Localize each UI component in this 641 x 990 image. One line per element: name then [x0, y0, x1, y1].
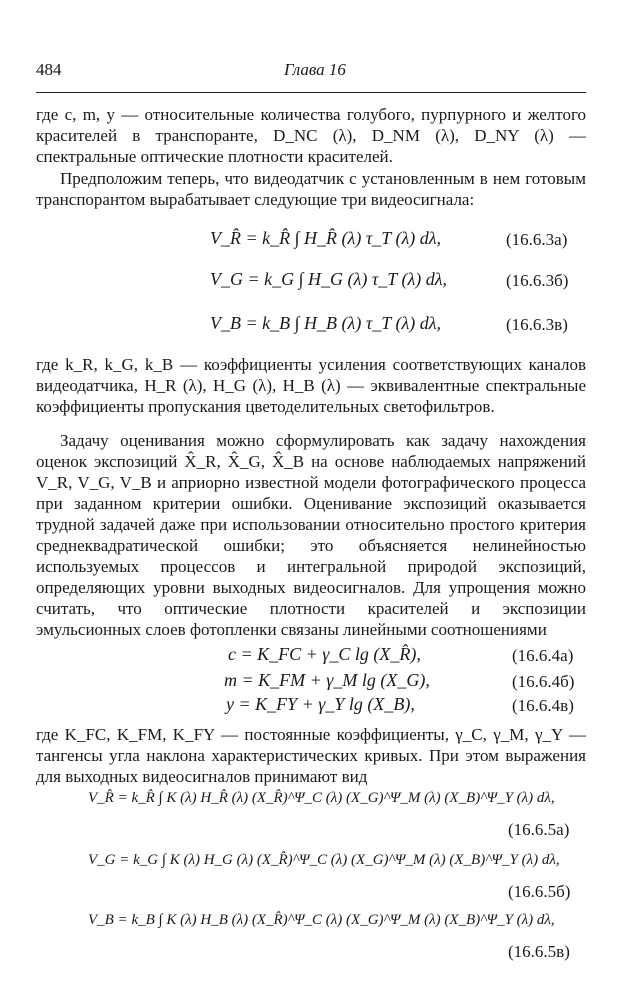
equation-number-16-6-5c: (16.6.5в) — [508, 942, 570, 961]
equation-16-6-4c: y = K_FY + γ_Y lg (X_B), — [226, 694, 415, 714]
equation-number-16-6-4b: (16.6.4б) — [512, 672, 575, 691]
equation-16-6-5b: V_G = k_G ∫ K (λ) H_G (λ) (X_R̂)^Ψ_C (λ) (X_G)^Ψ_M (λ) (X_B)^Ψ_Y (λ) dλ, — [88, 852, 560, 868]
paragraph-1: где c, m, y — относительные количества голубого, пурпурного и желтого красителей в транспоранте, D_NC (λ), D_NM (λ), D_NY (λ) — спектральные оптические плотности красителей. — [36, 105, 586, 166]
chapter-title: Глава 16 — [284, 60, 346, 79]
equation-16-6-4a: c = K_FC + γ_C lg (X_R̂), — [228, 644, 421, 664]
equation-16-6-3c: V_B = k_B ∫ H_B (λ) τ_T (λ) dλ, — [210, 313, 442, 333]
paragraph-3: где k_R, k_G, k_B — коэффициенты усиления соответствующих каналов видеодатчика, H_R (λ), H_G (λ), H_B (λ) — эквивалентные спектральные коэффициенты пропускания цветоделительных светофильтров. — [36, 355, 586, 416]
paragraph-2: Предположим теперь, что видеодатчик с установленным в нем готовым транспорантом вырабатывает следующие три видеосигнала: — [36, 169, 586, 209]
equation-16-6-4b: m = K_FM + γ_M lg (X_G), — [224, 670, 430, 690]
equation-number-16-6-5b: (16.6.5б) — [508, 882, 571, 901]
equation-16-6-5c: V_B = k_B ∫ K (λ) H_B (λ) (X_R̂)^Ψ_C (λ) (X_G)^Ψ_M (λ) (X_B)^Ψ_Y (λ) dλ, — [88, 912, 555, 928]
header-rule — [36, 92, 586, 93]
page-number: 484 — [36, 60, 62, 79]
paragraph-5: где K_FC, K_FM, K_FY — постоянные коэффициенты, γ_C, γ_M, γ_Y — тангенсы угла наклона характеристических кривых. При этом выражения для выходных видеосигналов принимают вид — [36, 725, 586, 786]
equation-number-16-6-3b: (16.6.3б) — [506, 271, 569, 290]
equation-number-16-6-3c: (16.6.3в) — [506, 315, 568, 334]
equation-number-16-6-4c: (16.6.4в) — [512, 696, 574, 715]
equation-number-16-6-3a: (16.6.3а) — [506, 230, 568, 249]
equation-number-16-6-5a: (16.6.5а) — [508, 820, 570, 839]
paragraph-4: Задачу оценивания можно сформулировать как задачу нахождения оценок экспозиций X̂_R, X̂_G, X̂_B на основе наблюдаемых напряжений V_R, V_G, V_B и априорно известной модели фотографического процесса при заданном критерии ошибки. Оценивание экспозиций оказывается трудной задачей даже при использовании относительно простого критерия среднеквадратической ошибки; это объясняется нелинейностью используемых процессов и интегральной природой экспозиций, определяющих уровни выходных видеосигналов. Для упрощения можно считать, что оптические плотности красителей и экспозиции эмульсионных слоев фотопленки связаны линейными соотношениями — [36, 431, 586, 639]
equation-16-6-3b: V_G = k_G ∫ H_G (λ) τ_T (λ) dλ, — [210, 269, 448, 289]
equation-16-6-5a: V_R̂ = k_R̂ ∫ K (λ) H_R̂ (λ) (X_R̂)^Ψ_C (λ) (X_G)^Ψ_M (λ) (X_B)^Ψ_Y (λ) dλ, — [88, 790, 555, 806]
equation-16-6-3a: V_R̂ = k_R̂ ∫ H_R̂ (λ) τ_T (λ) dλ, — [210, 228, 442, 248]
equation-number-16-6-4a: (16.6.4а) — [512, 646, 574, 665]
